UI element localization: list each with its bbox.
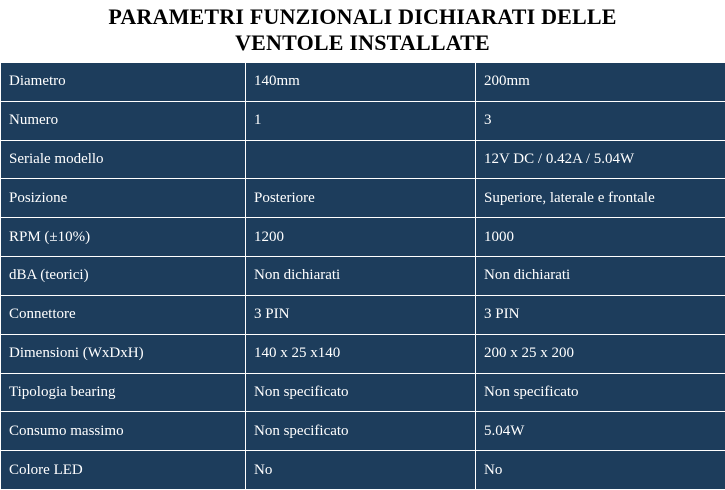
row-value-b: No — [476, 451, 725, 490]
row-value-b: 3 — [476, 101, 725, 140]
parameters-table — [0, 62, 725, 490]
row-value-a: 3 PIN — [246, 295, 476, 334]
row-value-b: 12V DC / 0.42A / 5.04W — [476, 140, 725, 179]
row-value-b: Non dichiarati — [476, 257, 725, 296]
page-title — [0, 0, 725, 62]
row-value-a: 1 — [246, 101, 476, 140]
row-label: Dimensioni (WxDxH) — [1, 334, 246, 373]
parameters-table-body — [1, 63, 725, 490]
row-value-b: 200mm — [476, 63, 725, 102]
row-label: Colore LED — [1, 451, 246, 490]
table-row — [1, 218, 725, 257]
row-label: Numero — [1, 101, 246, 140]
row-label: Diametro — [1, 63, 246, 102]
row-label: Connettore — [1, 295, 246, 334]
row-value-a: Non specificato — [246, 373, 476, 412]
row-label: dBA (teorici) — [1, 257, 246, 296]
row-label: Posizione — [1, 179, 246, 218]
table-row — [1, 140, 725, 179]
row-value-b: 200 x 25 x 200 — [476, 334, 725, 373]
table-row — [1, 257, 725, 296]
table-row — [1, 412, 725, 451]
page-title-line-1: PARAMETRI FUNZIONALI DICHIARATI DELLE — [108, 4, 617, 29]
page-title-line-2: VENTOLE INSTALLATE — [235, 30, 490, 55]
table-row — [1, 334, 725, 373]
row-value-a: 140mm — [246, 63, 476, 102]
row-value-a: Non specificato — [246, 412, 476, 451]
table-row — [1, 63, 725, 102]
table-row — [1, 373, 725, 412]
row-value-a: No — [246, 451, 476, 490]
row-label: Tipologia bearing — [1, 373, 246, 412]
row-label: Seriale modello — [1, 140, 246, 179]
row-value-a — [246, 140, 476, 179]
row-value-a: Posteriore — [246, 179, 476, 218]
row-label: Consumo massimo — [1, 412, 246, 451]
table-row — [1, 295, 725, 334]
row-value-b: 5.04W — [476, 412, 725, 451]
row-value-b: Non specificato — [476, 373, 725, 412]
row-label: RPM (±10%) — [1, 218, 246, 257]
table-row — [1, 179, 725, 218]
table-row — [1, 451, 725, 490]
row-value-a: Non dichiarati — [246, 257, 476, 296]
row-value-b: 1000 — [476, 218, 725, 257]
table-row — [1, 101, 725, 140]
row-value-a: 140 x 25 x140 — [246, 334, 476, 373]
row-value-b: Superiore, laterale e frontale — [476, 179, 725, 218]
row-value-b: 3 PIN — [476, 295, 725, 334]
row-value-a: 1200 — [246, 218, 476, 257]
